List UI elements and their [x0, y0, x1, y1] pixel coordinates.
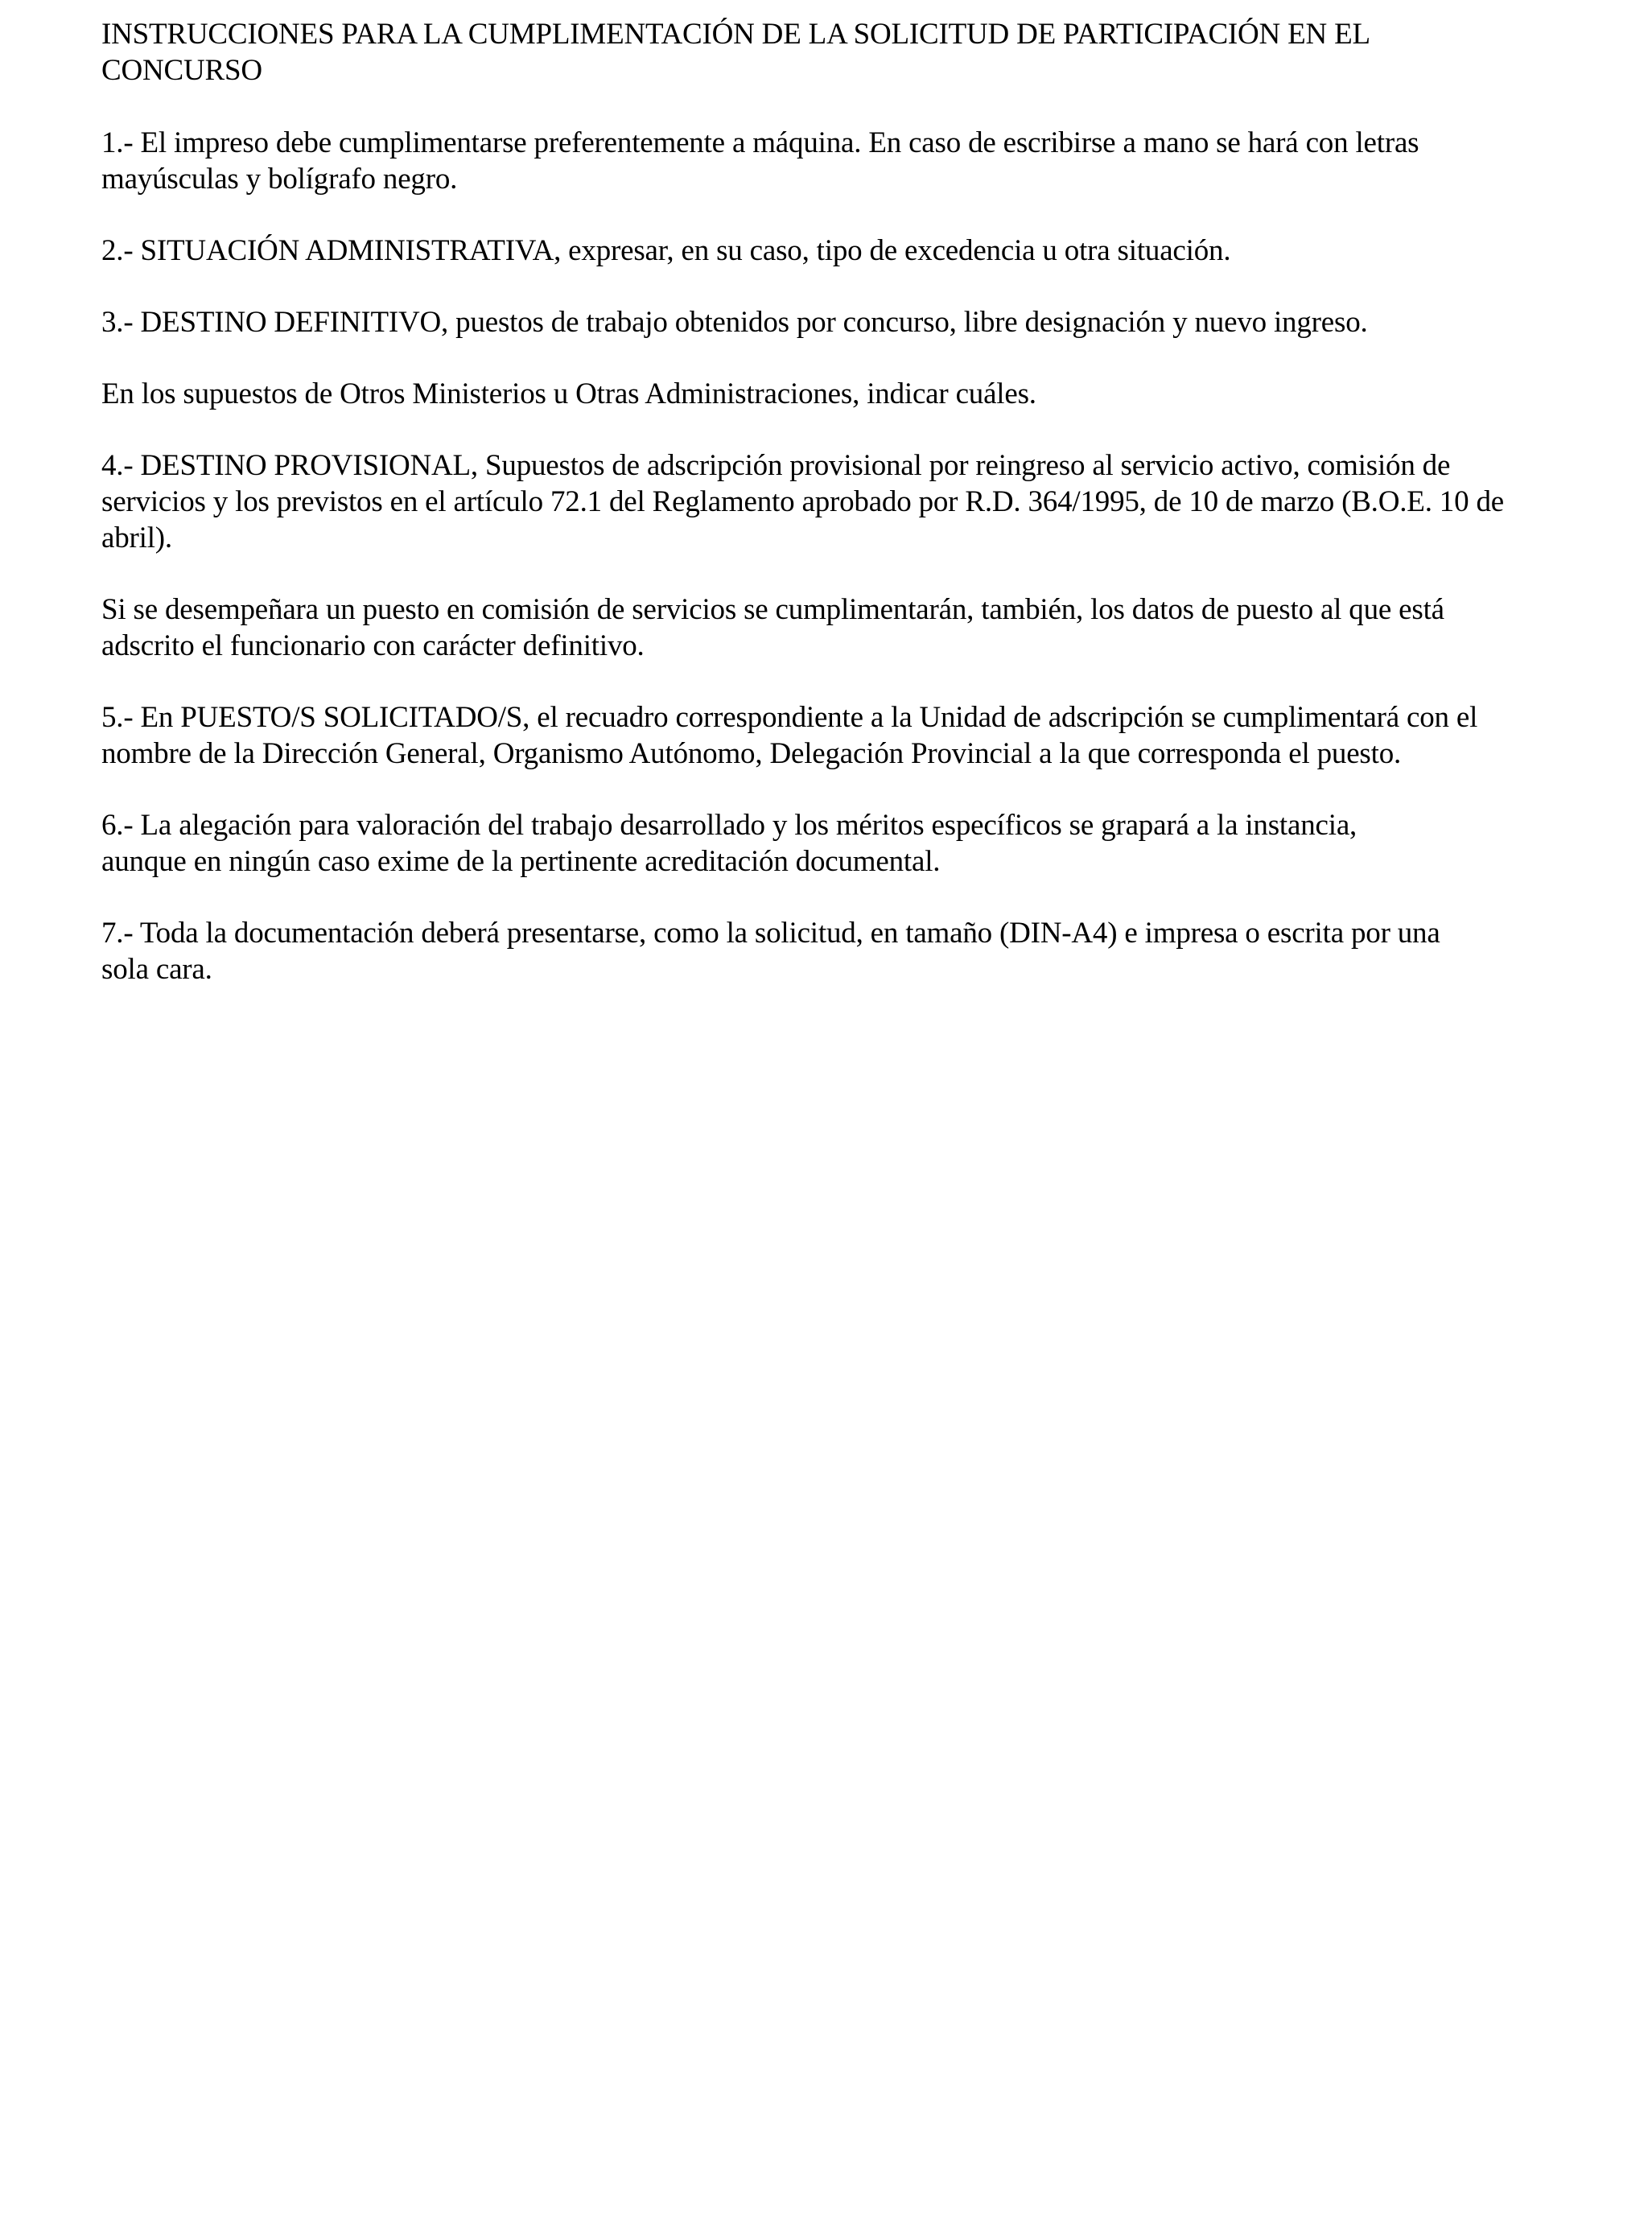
instruction-6: 6.- La alegación para valoración del trabajo desarrollado y los méritos específicos se grapará a la instancia, aunque en ningún caso exime de la pertinente acreditación documental.: [101, 809, 1357, 878]
document-content: [101, 16, 1550, 1023]
instruction-5: 5.- En PUESTO/S SOLICITADO/S, el recuadro correspondiente a la Unidad de adscripción se cumplimentará con el nombre de la Dirección General, Organismo Autónomo, Delegación Provincial a la que corresponda el puesto.: [101, 701, 1478, 770]
instruction-4: 4.- DESTINO PROVISIONAL, Supuestos de adscripción provisional por reingreso al servicio activo, comisión de servicios y los previstos en el artículo 72.1 del Reglamento aprobado por R.D. 364/1995, de 10 de marzo (B.O.E. 10 de abril).: [101, 449, 1504, 554]
document-title: INSTRUCCIONES PARA LA CUMPLIMENTACIÓN DE LA SOLICITUD DE PARTICIPACIÓN EN EL CONCURSO: [101, 18, 1370, 87]
instruction-3: 3.- DESTINO DEFINITIVO, puestos de trabajo obtenidos por concurso, libre designación y nuevo ingreso.: [101, 306, 1368, 339]
instruction-7: 7.- Toda la documentación deberá presentarse, como la solicitud, en tamaño (DIN-A4) e impresa o escrita por una sola cara.: [101, 917, 1440, 986]
instruction-3-note: En los supuestos de Otros Ministerios u Otras Administraciones, indicar cuáles.: [101, 377, 1036, 410]
instruction-4-note: Si se desempeñara un puesto en comisión de servicios se cumplimentarán, también, los datos de puesto al que está adscrito el funcionario con carácter definitivo.: [101, 593, 1444, 662]
instruction-2: 2.- SITUACIÓN ADMINISTRATIVA, expresar, en su caso, tipo de excedencia u otra situación.: [101, 234, 1231, 267]
instruction-1: 1.- El impreso debe cumplimentarse preferentemente a máquina. En caso de escribirse a mano se hará con letras mayúsculas y bolígrafo negro.: [101, 126, 1419, 196]
